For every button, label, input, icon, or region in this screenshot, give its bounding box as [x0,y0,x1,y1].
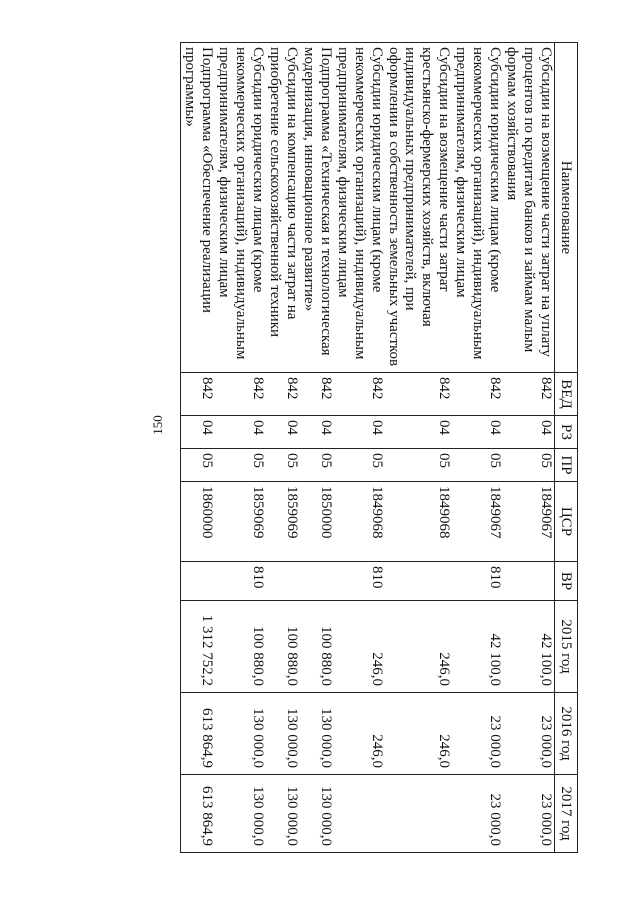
cell-y2015: 42 100,0 [503,601,554,693]
cell-name: Субсидии на возмещение части затрат на уплату процентов по кредитам банков и займам малым формам хозяйствования [503,43,554,373]
header-csr: ЦСР [555,482,578,562]
cell-y2016: 23 000,0 [452,693,503,775]
cell-y2017: 23 000,0 [452,775,503,853]
cell-vr [181,562,215,601]
cell-pr: 05 [385,449,453,482]
cell-y2017: 23 000,0 [503,775,554,853]
cell-csr: 1849068 [385,482,453,562]
cell-y2015: 42 100,0 [452,601,503,693]
cell-ved: 842 [215,373,266,416]
cell-rz: 04 [503,416,554,449]
cell-y2017 [385,775,453,853]
table-row [503,43,554,853]
cell-pr: 05 [266,449,300,482]
table-header-row [555,43,578,853]
cell-y2017: 130 000,0 [300,775,334,853]
cell-vr [300,562,334,601]
table-row [181,43,215,853]
page-number: 150 [150,415,165,435]
cell-y2017: 130 000,0 [266,775,300,853]
cell-csr: 1849067 [452,482,503,562]
cell-csr: 1849068 [334,482,385,562]
header-pr: ПР [555,449,578,482]
cell-y2015: 100 880,0 [300,601,334,693]
header-name: Наименование [555,43,578,373]
header-2015: 2015 год [555,601,578,693]
cell-vr: 810 [215,562,266,601]
cell-csr: 1849067 [503,482,554,562]
budget-table [180,42,578,853]
cell-csr: 1859069 [266,482,300,562]
cell-rz: 04 [300,416,334,449]
cell-rz: 04 [266,416,300,449]
cell-y2017 [334,775,385,853]
cell-ved: 842 [181,373,215,416]
cell-y2016: 613 864,9 [181,693,215,775]
cell-vr: 810 [334,562,385,601]
cell-y2016: 246,0 [334,693,385,775]
cell-name: Субсидии юридическим лицам (кроме некоммерческих организаций), индивидуальным предпринимателям, физическим лицам [334,43,385,373]
cell-rz: 04 [215,416,266,449]
cell-ved: 842 [503,373,554,416]
table-row [215,43,266,853]
header-ved: ВЕД [555,373,578,416]
header-rz: РЗ [555,416,578,449]
header-vr: ВР [555,562,578,601]
cell-y2015: 100 880,0 [266,601,300,693]
table-row [334,43,385,853]
cell-ved: 842 [300,373,334,416]
cell-ved: 842 [452,373,503,416]
table-row [385,43,453,853]
header-2017: 2017 год [555,775,578,853]
cell-y2015: 100 880,0 [215,601,266,693]
cell-ved: 842 [266,373,300,416]
cell-y2016: 130 000,0 [215,693,266,775]
rotated-page [66,42,578,852]
cell-pr: 05 [215,449,266,482]
cell-csr: 1859069 [215,482,266,562]
table-row [300,43,334,853]
cell-vr: 810 [452,562,503,601]
cell-name: Субсидии на компенсацию части затрат на приобретение сельскохозяйственной техники [266,43,300,373]
cell-vr [503,562,554,601]
cell-name: Подпрограмма «Обеспечение реализации программы» [181,43,215,373]
table-row [452,43,503,853]
cell-ved: 842 [334,373,385,416]
cell-y2015: 1 312 752,2 [181,601,215,693]
cell-pr: 05 [452,449,503,482]
cell-pr: 05 [300,449,334,482]
cell-ved: 842 [385,373,453,416]
cell-name: Подпрограмма «Техническая и технологическая модернизация, инновационное развитие» [300,43,334,373]
cell-y2016: 23 000,0 [503,693,554,775]
cell-vr [266,562,300,601]
cell-y2017: 130 000,0 [215,775,266,853]
cell-rz: 04 [181,416,215,449]
cell-vr [385,562,453,601]
cell-pr: 05 [503,449,554,482]
cell-y2016: 130 000,0 [266,693,300,775]
cell-y2015: 246,0 [334,601,385,693]
cell-name: Субсидии юридическим лицам (кроме некоммерческих организаций), индивидуальным предпринимателям, физическим лицам [452,43,503,373]
cell-y2016: 246,0 [385,693,453,775]
cell-y2017: 613 864,9 [181,775,215,853]
table-row [266,43,300,853]
cell-y2015: 246,0 [385,601,453,693]
cell-rz: 04 [334,416,385,449]
cell-csr: 1860000 [181,482,215,562]
cell-y2016: 130 000,0 [300,693,334,775]
cell-name: Субсидии юридическим лицам (кроме некоммерческих организаций), индивидуальным предпринимателям, физическим лицам [215,43,266,373]
header-2016: 2016 год [555,693,578,775]
cell-rz: 04 [452,416,503,449]
cell-pr: 05 [181,449,215,482]
cell-pr: 05 [334,449,385,482]
cell-csr: 1850000 [300,482,334,562]
cell-rz: 04 [385,416,453,449]
cell-name: Субсидии на возмещение части затрат крестьянско-фермерских хозяйств, включая индивидуальных предпринимателей, при оформлении в собственность земельных участков [385,43,453,373]
